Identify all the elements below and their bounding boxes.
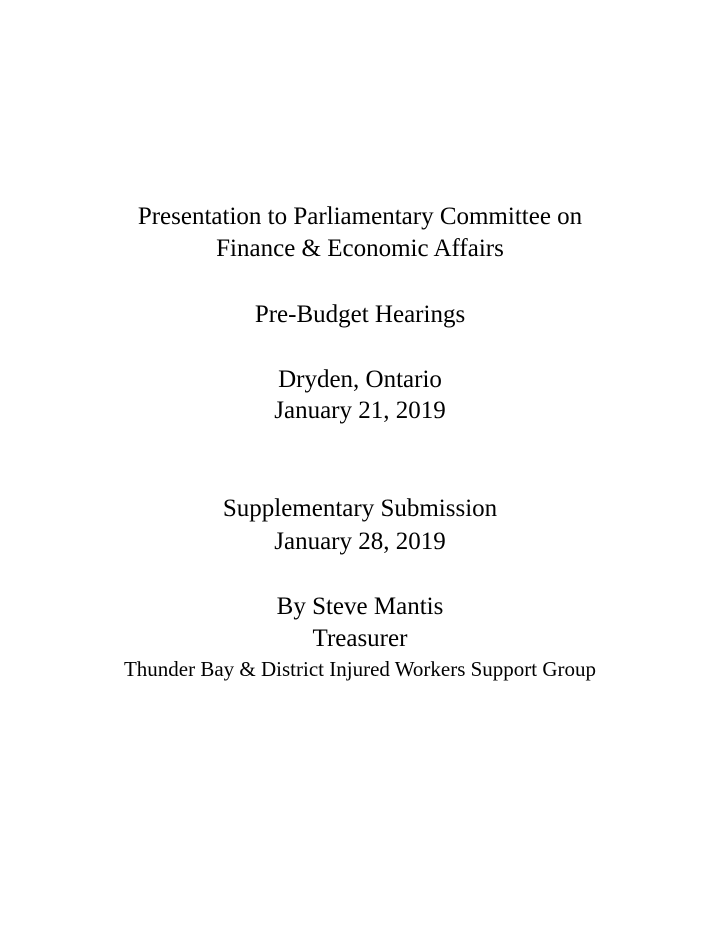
title-line-2: Finance & Economic Affairs [216, 235, 504, 262]
author-role: Treasurer [312, 625, 408, 652]
author-name: By Steve Mantis [276, 593, 444, 620]
presentation-date: January 21, 2019 [274, 397, 446, 424]
organization-name: Thunder Bay & District Injured Workers Support Group [123, 657, 597, 681]
event-name: Pre-Budget Hearings [254, 301, 466, 328]
title-line-1: Presentation to Parliamentary Committee on [137, 203, 583, 230]
submission-type: Supplementary Submission [222, 495, 498, 522]
location: Dryden, Ontario [278, 366, 442, 393]
submission-date: January 28, 2019 [274, 528, 446, 555]
